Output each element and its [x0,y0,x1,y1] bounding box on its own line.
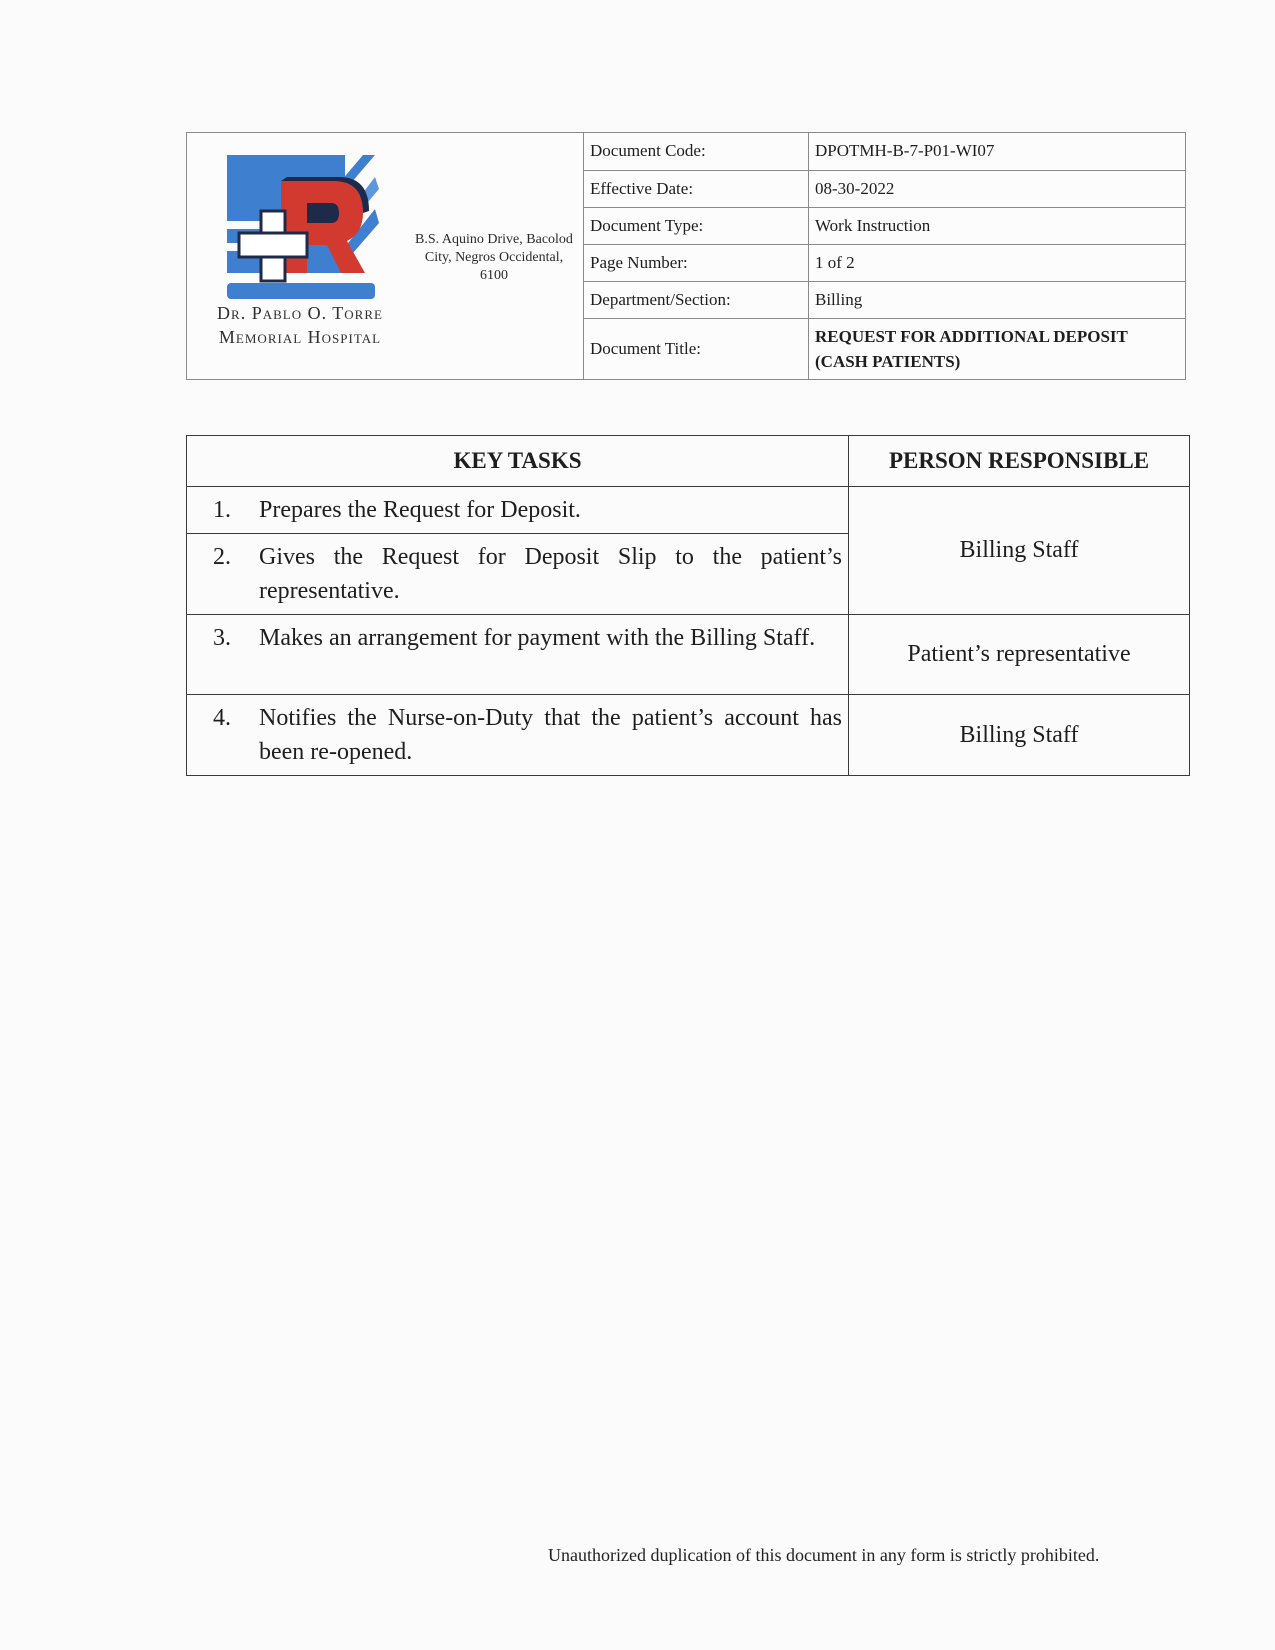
meta-value: Billing [809,282,1186,319]
meta-value: 08-30-2022 [809,170,1186,207]
meta-label: Document Code: [584,133,809,170]
tasks-header-row [187,436,1190,487]
meta-label: Department/Section: [584,282,809,319]
hospital-name-line1: Dr. Pablo O. Torre [217,303,383,323]
task-row [187,487,1190,534]
task-number: 2. [213,544,231,570]
meta-row-effective-date [584,170,1185,207]
task-row [187,615,1190,695]
person-responsible-header: PERSON RESPONSIBLE [849,436,1190,487]
meta-row-department [584,282,1185,319]
task-text: Makes an arrangement for payment with the Billing Staff. [259,625,816,651]
meta-row-page-number [584,244,1185,281]
meta-row-document-type [584,207,1185,244]
key-tasks-header: KEY TASKS [187,436,849,487]
task-text: Prepares the Request for Deposit. [259,497,581,523]
task-cell [187,534,849,615]
meta-value: Work Instruction [809,207,1186,244]
person-cell: Patient’s representative [849,615,1190,695]
document-meta-table [584,133,1185,379]
document-title: REQUEST FOR ADDITIONAL DEPOSIT (CASH PATIENTS) [815,327,1128,372]
task-text: Gives the Request for Deposit Slip to the patient’s representative. [259,544,842,604]
task-cell [187,615,849,695]
meta-value: 1 of 2 [809,244,1186,281]
hospital-address: B.S. Aquino Drive, Bacolod City, Negros Occidental, 6100 [415,232,573,283]
meta-row-code [584,133,1185,170]
task-number: 4. [213,705,231,731]
task-cell [187,487,849,534]
footer-notice: Unauthorized duplication of this document in any form is strictly prohibited. [548,1545,1100,1565]
logo-cell [187,133,584,379]
meta-label: Page Number: [584,244,809,281]
meta-label: Document Type: [584,207,809,244]
meta-value: DPOTMH-B-7-P01-WI07 [809,133,1186,170]
key-tasks-table [186,435,1190,776]
task-cell [187,695,849,776]
meta-row-title [584,319,1185,379]
person-cell: Billing Staff [849,695,1190,776]
task-number: 1. [213,497,231,523]
meta-label: Effective Date: [584,170,809,207]
hospital-logo [223,151,379,307]
task-row [187,695,1190,776]
hospital-name [195,301,405,349]
meta-label: Document Title: [584,319,809,379]
task-text: Notifies the Nurse-on-Duty that the patient’s account has been re-opened. [259,705,842,765]
task-number: 3. [213,625,231,651]
hospital-name-line2: Memorial Hospital [218,327,382,347]
person-cell: Billing Staff [849,487,1190,615]
document-header [186,132,1186,380]
